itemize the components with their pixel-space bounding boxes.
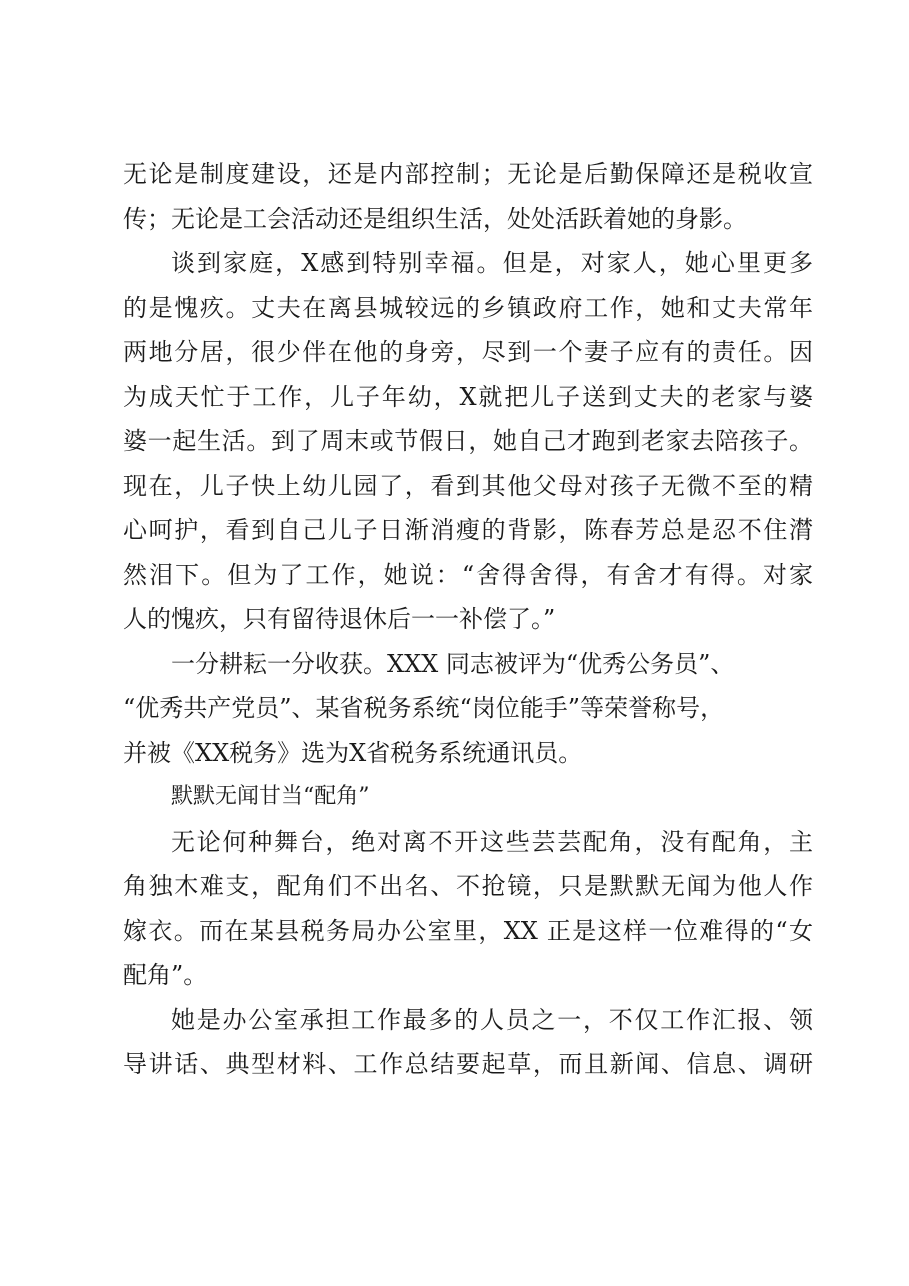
paragraph-line: 两地分居，很少伴在他的身旁，尽到一个妻子应有的责任。因 <box>123 338 813 366</box>
paragraph-line: 配角”。 <box>123 961 208 989</box>
paragraph-line: 心呵护，看到自己儿子日渐消瘦的背影，陈春芳总是忍不住潸 <box>123 516 813 544</box>
paragraph-line: 现在，儿子快上幼儿园了，看到其他父母对孩子无微不至的精 <box>123 471 813 500</box>
paragraph-line: 导讲话、典型材料、工作总结要起草，而且新闻、信息、调研 <box>123 1050 813 1078</box>
paragraph-line: 为成天忙于工作，儿子年幼，X就把儿子送到丈夫的老家与婆 <box>123 382 813 411</box>
paragraph-line: 无论是制度建设，还是内部控制；无论是后勤保障还是税收宣 <box>123 160 813 188</box>
paragraph-line: 一分耕耘一分收获。XXX 同志被评为“优秀公务员”、 <box>171 649 735 678</box>
paragraph-line: 婆一起生活。到了周末或节假日，她自己才跑到老家去陪孩子。 <box>123 427 813 455</box>
section-heading: 默默无闻甘当“配角” <box>171 784 370 809</box>
paragraph-line: 角独木难支，配角们不出名、不抢镜，只是默默无闻为他人作 <box>123 872 813 900</box>
paragraph-line: 嫁衣。而在某县税务局办公室里，XX 正是这样一位难得的“女 <box>123 916 813 945</box>
paragraph-line: 的是愧疚。丈夫在离县城较远的乡镇政府工作，她和丈夫常年 <box>123 293 813 322</box>
document-body <box>123 152 813 1087</box>
paragraph-line: 人的愧疚，只有留待退休后一一补偿了。” <box>123 605 556 633</box>
paragraph-line: 她是办公室承担工作最多的人员之一，不仅工作汇报、领 <box>171 1005 813 1034</box>
paragraph-line: 传；无论是工会活动还是组织生活，处处活跃着她的身影。 <box>123 204 747 233</box>
paragraph-line: 谈到家庭，X感到特别幸福。但是，对家人，她心里更多 <box>171 249 813 277</box>
paragraph-line: “优秀共产党员”、某省税务系统“岗位能手”等荣誉称号， <box>123 694 725 722</box>
paragraph-line: 无论何种舞台，绝对离不开这些芸芸配角，没有配角，主 <box>171 827 813 856</box>
paragraph-line: 并被《XX税务》选为X省税务系统通讯员。 <box>123 738 583 767</box>
paragraph-line: 然泪下。但为了工作，她说：“舍得舍得，有舍才有得。对家 <box>123 560 813 589</box>
